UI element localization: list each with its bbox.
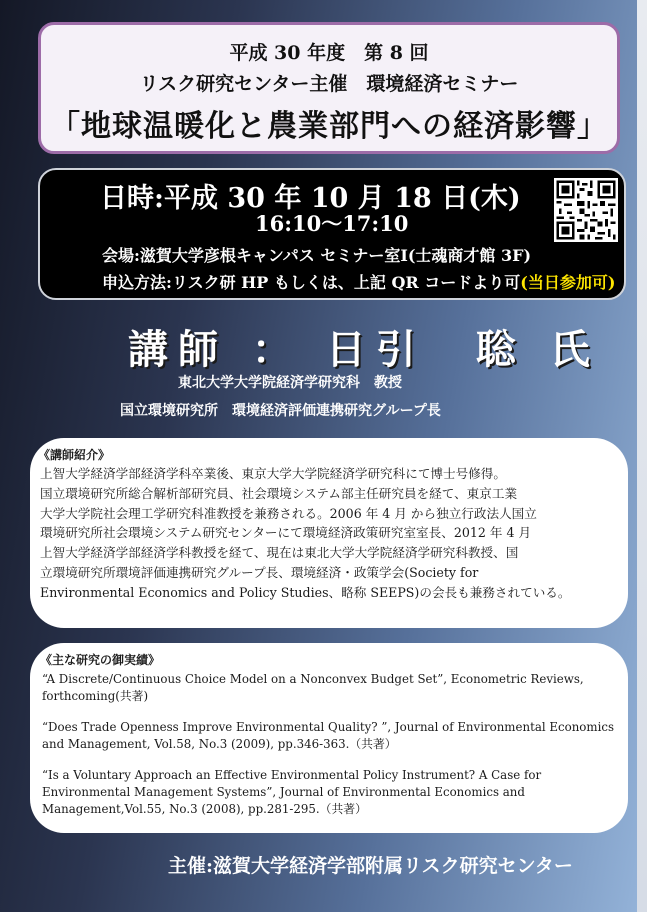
bio-line: 国立環境研究所総合解析部研究員、社会環境システム部主任研究員を経て、東京工業: [40, 485, 518, 501]
bio-line: 上智大学経済学部経済学科卒業後、東京大学大学院経済学研究科にて博士号修得。: [40, 466, 506, 481]
bio-line: 環境研究所社会環境システム研究センターにて環境経済政策研究室室長、2012 年 4 月: [40, 525, 532, 541]
qr-code-icon[interactable]: [554, 178, 618, 242]
research-heading: 《主な研究の御実績》: [40, 653, 161, 667]
event-time: 16:10～17:10: [255, 211, 409, 236]
title-box: [38, 22, 620, 154]
event-info-box: [38, 168, 626, 300]
bio-line: 立環境研究所環境評価連携研究グループ長、環境経済・政策学会(Society for: [40, 564, 479, 580]
seminar-number: 平成 30 年度 第 8 回: [229, 42, 429, 64]
research-achievements-card: [30, 643, 628, 833]
bio-line: 上智大学経済学部経済学科教授を経て、現在は東北大学大学院経済学研究科教授、国: [40, 545, 519, 561]
event-venue: 会場:滋賀大学彦根キャンパス セミナー室Ⅰ(士魂商才館 3F): [102, 246, 532, 265]
lecturer-bio-card: [30, 438, 628, 628]
application-method: [102, 270, 615, 293]
publication-item: “A Discrete/Continuous Choice Model on a Nonconvex Budget Set”, Econometric Reviews, forthcoming(共著): [42, 672, 584, 703]
same-day-note: (当日参加可): [520, 273, 616, 292]
organizer: 主催:滋賀大学経済学部附属リスク研究センター: [168, 855, 573, 877]
lecturer-name: 講師 ： 日引 聡 氏: [128, 326, 600, 373]
bio-line: 大学大学院社会理工学研究科准教授を兼務される。2006 年 4 月 から独立行政法人国立: [40, 505, 537, 521]
bio-heading: 《講師紹介》: [38, 448, 111, 462]
lecturer-affiliation-2: 国立環境研究所 環境経済評価連携研究グループ長: [120, 403, 441, 419]
page-edge: [637, 0, 647, 912]
seminar-title: 「地球温暖化と農業部門への経済影響」: [50, 109, 608, 144]
bio-line: Environmental Economics and Policy Studies、略称 SEEPS)の会長も兼務されている。: [40, 584, 571, 600]
seminar-series: リスク研究センター主催 環境経済セミナー: [139, 73, 519, 95]
application-text: 申込方法:リスク研 HP もしくは、上記 QR コードより可: [102, 273, 521, 292]
bio-text: [40, 464, 608, 603]
publication-item: “Does Trade Openness Improve Environmental Quality? ”, Journal of Environmental Economics and Management, Vol.58, No.3 (2009), pp.346-363.（共著）: [42, 720, 615, 751]
lecturer-affiliation-1: 東北大学大学院経済学研究科 教授: [178, 375, 402, 391]
publication-item: “Is a Voluntary Approach an Effective Environmental Policy Instrument? A Case for Environmental Management Systems”, Journal of Environmental Economics and Management,Vol.55, No.3 (2008), pp.281-295.（共著）: [42, 768, 542, 816]
event-date: 日時:平成 30 年 10 月 18 日(木): [100, 183, 521, 214]
